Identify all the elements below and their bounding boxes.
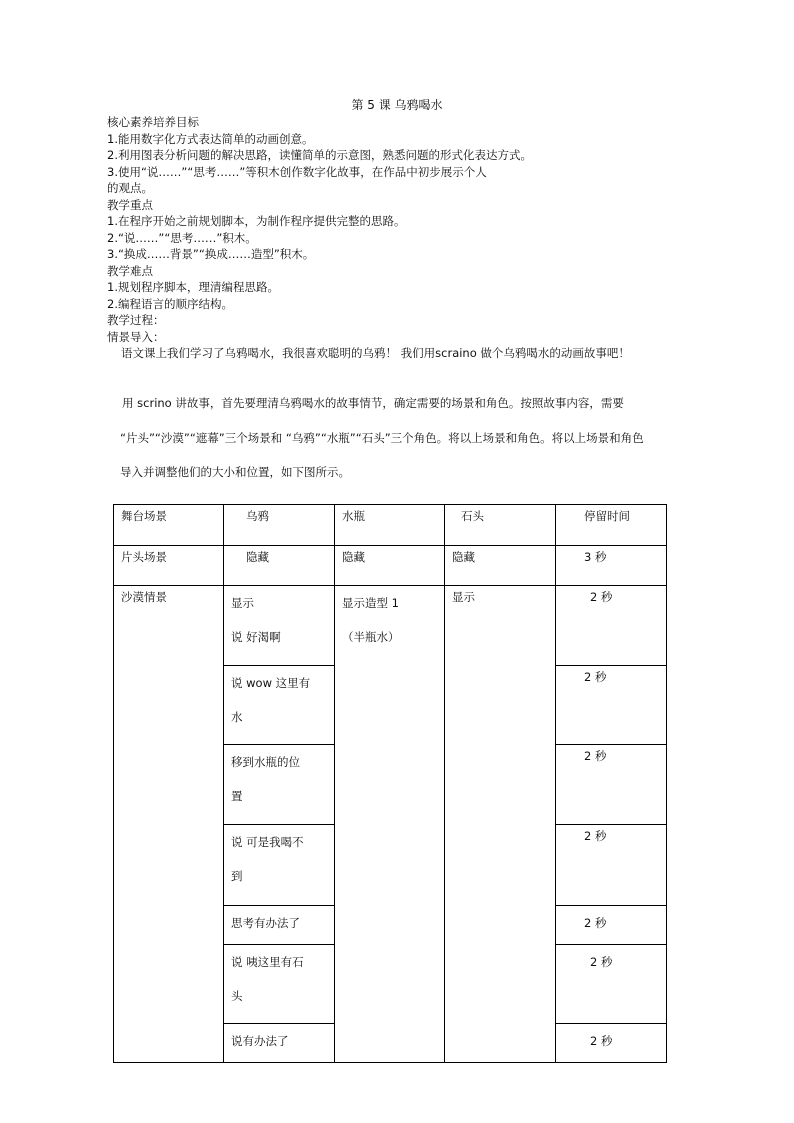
table-cell: 片头场景 — [114, 546, 224, 586]
table-cell: 沙漠情景 — [114, 586, 224, 1063]
key-point-item: 2.“说……”“思考……”积木。 — [107, 230, 257, 245]
table-cell: 3 秒 — [556, 546, 667, 586]
table-cell: 隐藏 — [224, 546, 335, 586]
table-cell: 2 秒 — [556, 586, 667, 666]
body-paragraph-line: 用 scrino 讲故事，首先要理清乌鸦喝水的故事情节，确定需要的场景和角色。按照故事内容，需要 — [122, 396, 624, 410]
section-heading-goals: 核心素养培养目标 — [107, 115, 199, 129]
difficulty-item: 2.编程语言的顺序结构。 — [107, 296, 233, 311]
section-heading-intro: 情景导入： — [107, 329, 165, 344]
table-cell: 显示 — [445, 586, 556, 1063]
table-row — [114, 546, 667, 586]
table-cell: 2 秒 — [556, 945, 667, 1024]
table-cell: 显示造型 1 （半瓶水） — [335, 586, 445, 1063]
table-header-cell: 停留时间 — [556, 505, 667, 546]
page-title: 第 5 课 乌鸦喝水 — [351, 98, 443, 112]
table-header-cell: 石头 — [445, 505, 556, 546]
table-header-cell: 水瓶 — [335, 505, 445, 546]
lesson-outline — [107, 114, 707, 362]
section-heading-process: 教学过程： — [107, 313, 165, 327]
table-cell: 2 秒 — [556, 666, 667, 745]
section-heading-key-points: 教学重点 — [107, 197, 153, 212]
body-paragraph-line: “片头”“沙漠”“遮幕”三个场景和 “乌鸦”“水瓶”“石头”三个角色。将以上场景和角色。将以上场景和角色 — [120, 431, 644, 445]
table-cell: 说 可是我喝不 到 — [224, 825, 335, 906]
intro-text: 语文课上我们学习了乌鸦喝水，我很喜欢聪明的乌鸦！ 我们用scraino 做个乌鸦喝水的动画故事吧！ — [121, 346, 630, 360]
goal-item-continued: 的观点。 — [107, 181, 153, 195]
table-cell: 隐藏 — [335, 546, 445, 586]
table-row — [114, 586, 667, 666]
key-point-item: 1.在程序开始之前规划脚本，为制作程序提供完整的思路。 — [107, 214, 406, 228]
table-header-cell: 乌鸦 — [224, 505, 335, 546]
table-cell: 说 咦这里有石 头 — [224, 945, 335, 1024]
table-cell: 思考有办法了 — [224, 906, 335, 945]
goal-item: 2.利用图表分析问题的解决思路，读懂简单的示意图，熟悉问题的形式化表达方式。 — [107, 148, 532, 162]
difficulty-item: 1.规划程序脚本，理清编程思路。 — [107, 280, 279, 294]
table-cell: 2 秒 — [556, 825, 667, 906]
storyboard-table — [113, 504, 667, 1063]
table-cell: 说 wow 这里有 水 — [224, 666, 335, 745]
table-cell: 2 秒 — [556, 906, 667, 945]
goal-item: 3.使用“说……”“思考……”等积木创作数字化故事，在作品中初步展示个人 — [107, 164, 487, 179]
goal-item: 1.能用数字化方式表达简单的动画创意。 — [107, 131, 314, 146]
section-heading-difficulties: 教学难点 — [107, 263, 153, 278]
table-cell: 移到水瓶的位 置 — [224, 745, 335, 825]
table-cell: 显示 说 好渴啊 — [224, 586, 335, 666]
body-paragraph-line: 导入并调整他们的大小和位置，如下图所示。 — [120, 465, 350, 479]
table-header-row — [114, 505, 667, 546]
table-cell: 说有办法了 — [224, 1024, 335, 1063]
table-header-cell: 舞台场景 — [114, 505, 224, 546]
table-cell: 2 秒 — [556, 745, 667, 825]
table-cell: 隐藏 — [445, 546, 556, 586]
table-cell: 2 秒 — [556, 1024, 667, 1063]
key-point-item: 3.“换成……背景”“换成……造型”积木。 — [107, 247, 315, 261]
